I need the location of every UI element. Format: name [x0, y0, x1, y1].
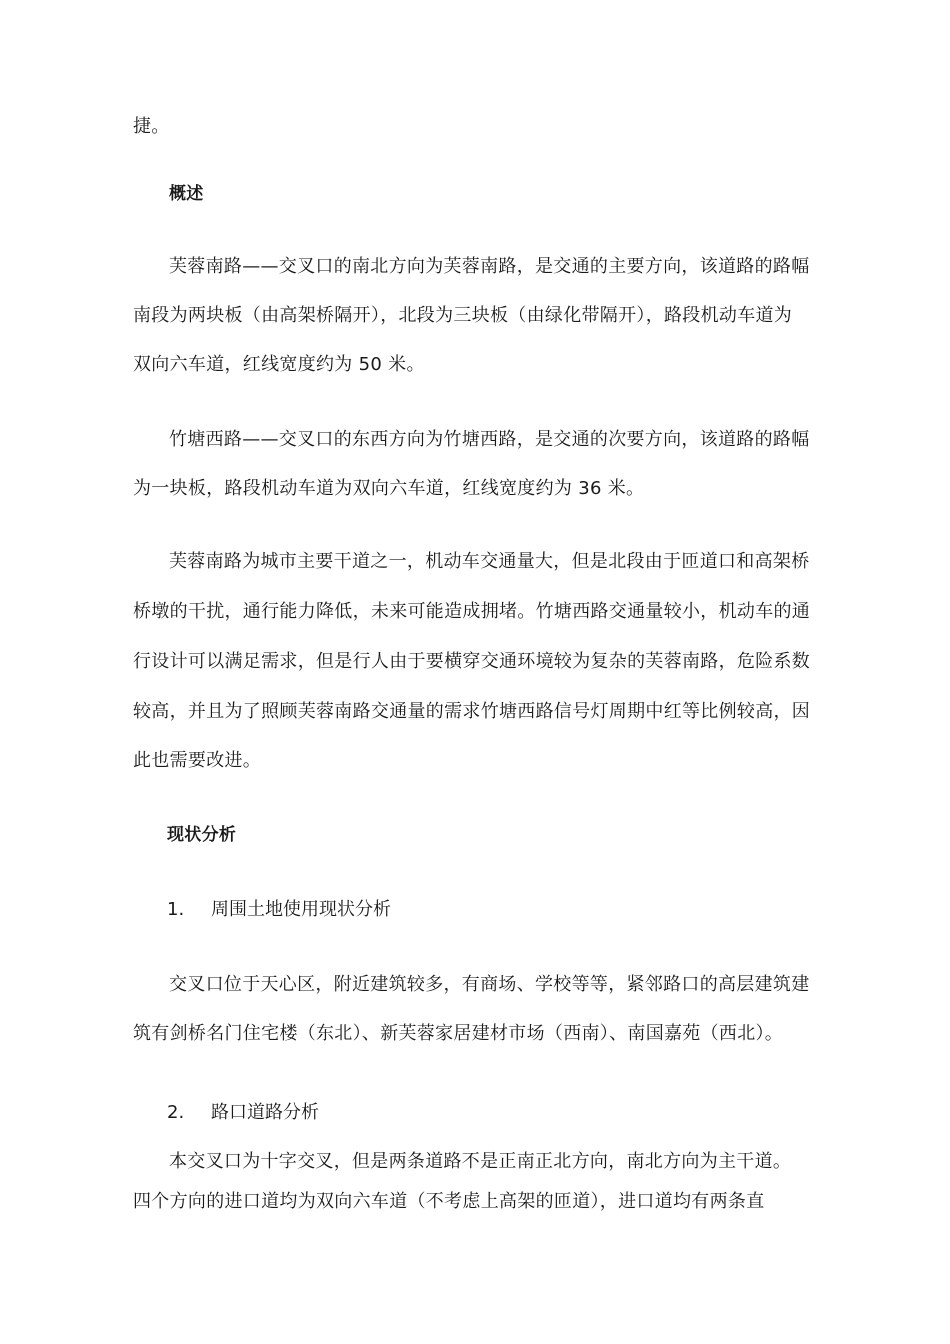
continued-text: 捷。	[133, 116, 170, 137]
list-number: 2.	[167, 1102, 185, 1123]
paragraph-line: 四个方向的进口道均为双向六车道（不考虑上高架的匝道），进口道均有两条直	[133, 1191, 765, 1212]
paragraph-line: 芙蓉南路为城市主要干道之一，机动车交通量大，但是北段由于匝道口和高架桥	[169, 551, 810, 572]
paragraph-line: 南段为两块板（由高架桥隔开），北段为三块板（由绿化带隔开），路段机动车道为	[133, 305, 793, 326]
paragraph-line: 交叉口位于天心区，附近建筑较多，有商场、学校等等，紧邻路口的高层建筑建	[169, 974, 810, 995]
paragraph-line: 双向六车道，红线宽度约为 50 米。	[133, 354, 425, 375]
paragraph-line: 竹塘西路——交叉口的东西方向为竹塘西路，是交通的次要方向，该道路的路幅	[169, 429, 810, 450]
section-heading-status: 现状分析	[167, 825, 237, 845]
list-number: 1.	[167, 899, 185, 920]
paragraph-line: 本交叉口为十字交叉，但是两条道路不是正南正北方向，南北方向为主干道。	[169, 1151, 792, 1172]
paragraph-line: 此也需要改进。	[133, 750, 262, 771]
paragraph-line: 较高，并且为了照顾芙蓉南路交通量的需求竹塘西路信号灯周期中红等比例较高，因	[133, 701, 811, 722]
paragraph-line: 为一块板，路段机动车道为双向六车道，红线宽度约为 36 米。	[133, 478, 645, 499]
list-item-title: 周围土地使用现状分析	[211, 899, 391, 920]
section-heading-overview: 概述	[169, 184, 204, 204]
paragraph-line: 桥墩的干扰，通行能力降低，未来可能造成拥堵。竹塘西路交通量较小，机动车的通	[133, 601, 811, 622]
paragraph-line: 行设计可以满足需求，但是行人由于要横穿交通环境较为复杂的芙蓉南路，危险系数	[133, 651, 811, 672]
paragraph-line: 筑有剑桥名门住宅楼（东北）、新芙蓉家居建材市场（西南）、南国嘉苑（西北）。	[133, 1023, 784, 1044]
paragraph-line: 芙蓉南路——交叉口的南北方向为芙蓉南路，是交通的主要方向，该道路的路幅	[169, 256, 810, 277]
list-item-title: 路口道路分析	[211, 1102, 319, 1123]
